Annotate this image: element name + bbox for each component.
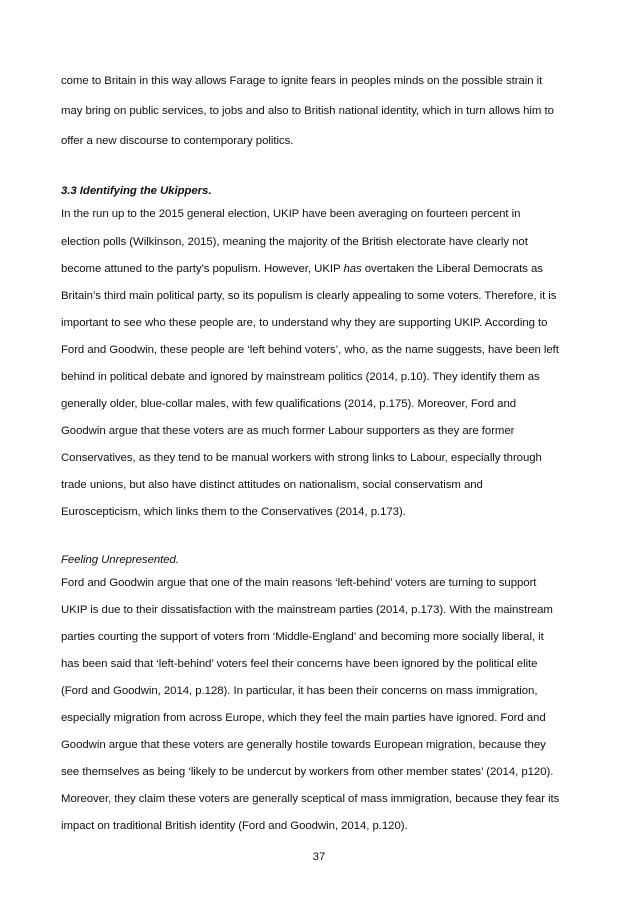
body-line: Britain’s third main political party, so its populism is clearly appealing to some voters. Therefore, it is	[61, 290, 557, 302]
body-line: In the run up to the 2015 general election, UKIP have been averaging on fourteen percent in	[61, 208, 521, 220]
body-text: overtaken the Liberal Democrats as	[361, 263, 543, 275]
body-line: Conservatives, as they tend to be manual workers with strong links to Labour, especially through	[61, 452, 542, 464]
body-line: (Ford and Goodwin, 2014, p.128). In particular, it has been their concerns on mass immigration,	[61, 685, 538, 697]
body-line: Ford and Goodwin argue that one of the main reasons ‘left-behind’ voters are turning to support	[61, 577, 537, 589]
body-line: election polls (Wilkinson, 2015), meaning the majority of the British electorate have clearly not	[61, 236, 528, 248]
body-line: important to see who these people are, to understand why they are supporting UKIP. According to	[61, 317, 548, 329]
body-line: trade unions, but also have distinct attitudes on nationalism, social conservatism and	[61, 479, 483, 491]
body-line: impact on traditional British identity (Ford and Goodwin, 2014, p.120).	[61, 820, 408, 832]
body-line: generally older, blue-collar males, with few qualifications (2014, p.175). Moreover, Ford and	[61, 398, 517, 410]
body-line: may bring on public services, to jobs and also to British national identity, which in turn allows him to	[61, 105, 554, 117]
subsection-heading: Feeling Unrepresented.	[61, 554, 179, 566]
body-line: parties courting the support of voters from ‘Middle-England’ and becoming more socially liberal, it	[61, 631, 544, 643]
body-line: offer a new discourse to contemporary politics.	[61, 135, 294, 147]
body-line: Goodwin argue that these voters are generally hostile towards European migration, because they	[61, 739, 546, 751]
body-line: especially migration from across Europe, which they feel the main parties have ignored. Ford and	[61, 712, 546, 724]
body-line	[61, 262, 543, 276]
body-line: see themselves as being ‘likely to be undercut by workers from other member states’ (2014, p120).	[61, 766, 554, 778]
body-line: Moreover, they claim these voters are generally sceptical of mass immigration, because they fear its	[61, 793, 560, 805]
section-heading-3-3: 3.3 Identifying the Ukippers.	[61, 185, 212, 197]
body-line: UKIP is due to their dissatisfaction with the mainstream parties (2014, p.173). With the mainstream	[61, 604, 553, 616]
body-line: has been said that ‘left-behind’ voters feel their concerns have been ignored by the political elite	[61, 658, 538, 670]
body-line: Euroscepticism, which links them to the Conservatives (2014, p.173).	[61, 506, 406, 518]
body-text: become attuned to the party’s populism. However, UKIP	[61, 263, 344, 275]
emphasis-text: has	[343, 263, 362, 275]
page-number: 37	[312, 851, 326, 863]
body-line: behind in political debate and ignored by mainstream politics (2014, p.10). They identify them as	[61, 371, 540, 383]
body-line: Ford and Goodwin, these people are ‘left behind voters’, who, as the name suggests, have been left	[61, 344, 559, 356]
body-line: come to Britain in this way allows Farage to ignite fears in peoples minds on the possible strain it	[61, 75, 543, 87]
body-line: Goodwin argue that these voters are as much former Labour supporters as they are former	[61, 425, 515, 437]
